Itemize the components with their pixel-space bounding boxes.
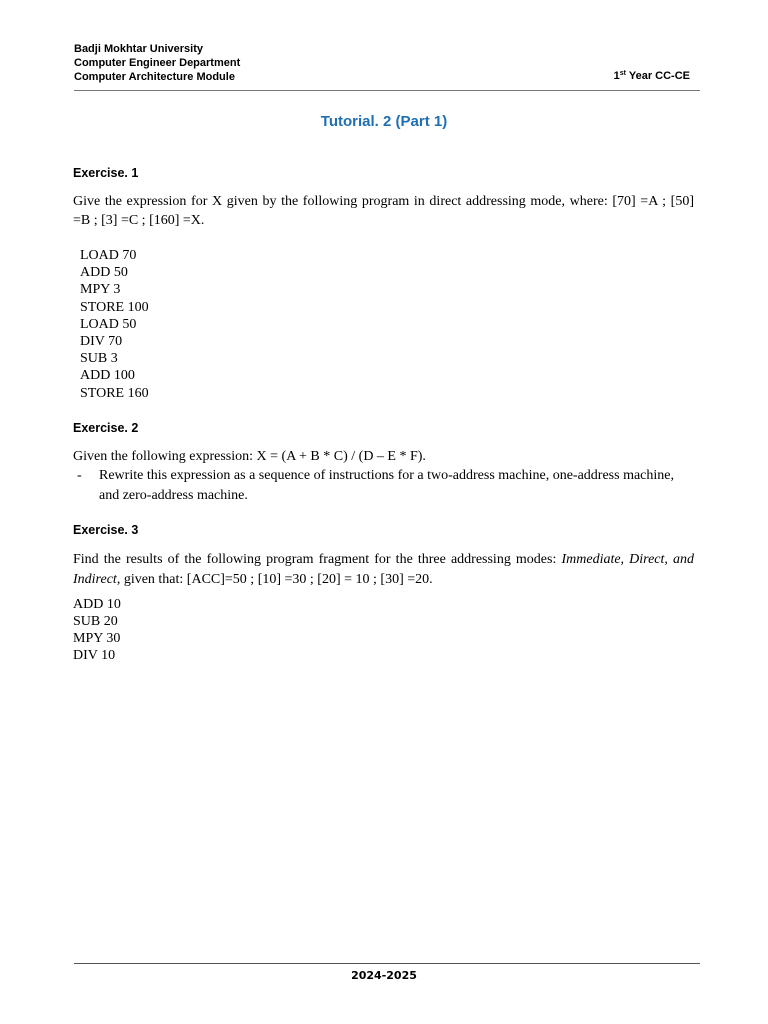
code-line: STORE 160	[80, 385, 149, 401]
footer-divider	[74, 963, 700, 964]
document-body	[73, 166, 694, 665]
code-line: ADD 100	[80, 368, 135, 384]
exercise-3-text	[73, 550, 694, 590]
year-label	[614, 70, 690, 82]
code-line: MPY 30	[73, 631, 121, 647]
exercise-1-program	[73, 247, 694, 402]
page-title: Tutorial. 2 (Part 1)	[320, 113, 448, 130]
code-line: DIV 70	[80, 334, 123, 350]
university-name: Badji Mokhtar University	[74, 43, 203, 55]
exercise-3-text-end: , given that: [ACC]=50 ; [10] =30 ; [20] = 10 ; [30] =20.	[116, 571, 433, 587]
exercise-3-modes: Immediate, Direct, and Indirect	[73, 551, 694, 587]
exercise-2-heading: Exercise. 2	[73, 420, 139, 435]
exercise-1-heading: Exercise. 1	[73, 166, 139, 180]
code-line: LOAD 70	[80, 248, 137, 263]
code-line: SUB 20	[73, 614, 118, 630]
code-line: SUB 3	[80, 351, 118, 367]
exercise-3-text-start: Find the results of the following program fragment for the three addressing modes:	[73, 551, 562, 567]
module-name: Computer Architecture Module	[74, 71, 235, 83]
header-divider	[74, 90, 700, 91]
year-superscript: st	[619, 70, 626, 77]
code-line: STORE 100	[80, 299, 149, 315]
exercise-2-bullet-text: Rewrite this expression as a sequence of instructions for a two-address machine, one-address machine, and zero-address machine.	[99, 467, 674, 503]
code-line: DIV 10	[73, 648, 116, 664]
exercise-1-text: Give the expression for X given by the following program in direct addressing mode, where: [70] =A ; [50] =B ; [3] =C ; [160] =X.	[73, 194, 694, 228]
exercise-2-bullet	[73, 466, 694, 506]
exercise-2-text: Given the following expression: X = (A + B * C) / (D – E * F).	[73, 448, 426, 464]
footer-year: 2024-2025	[351, 969, 417, 982]
exercise-3-program	[73, 596, 694, 665]
code-line: LOAD 50	[80, 316, 137, 332]
department-name: Computer Engineer Department	[74, 57, 241, 69]
code-line: ADD 10	[73, 596, 121, 612]
year-text: Year CC-CE	[626, 70, 690, 82]
code-line: ADD 50	[80, 265, 128, 281]
year-number: 1	[613, 70, 620, 82]
page-header	[74, 42, 700, 84]
exercise-3-heading: Exercise. 3	[73, 522, 139, 537]
bullet-marker: -	[77, 467, 82, 483]
code-line: MPY 3	[80, 282, 121, 298]
